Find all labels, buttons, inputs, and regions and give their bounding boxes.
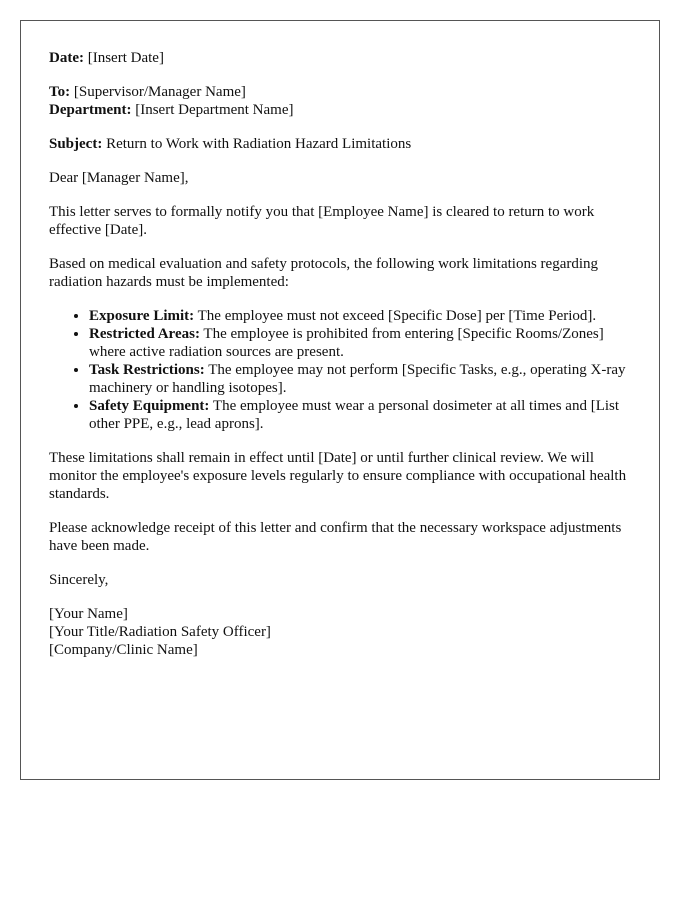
to-line xyxy=(49,83,631,101)
limitation-item-safety-equipment xyxy=(89,397,631,433)
limitation-text: The employee must not exceed [Specific Dose] per [Time Period]. xyxy=(197,308,597,324)
salutation: Dear [Manager Name], xyxy=(49,170,189,186)
closing: Sincerely, xyxy=(49,572,109,588)
department-label: Department: xyxy=(49,102,132,118)
date-label: Date: xyxy=(49,50,84,66)
limitations-intro: Based on medical evaluation and safety protocols, the following work limitations regarding radiation hazards must be implemented: xyxy=(49,256,599,290)
limitation-item-restricted-areas xyxy=(89,325,631,361)
intro-paragraph: This letter serves to formally notify you that [Employee Name] is cleared to return to work effective [Date]. xyxy=(49,204,595,238)
limitation-label: Restricted Areas: xyxy=(89,326,200,342)
signature-name: [Your Name] xyxy=(49,606,128,622)
limitation-text: The employee may not perform [Specific Tasks, e.g., operating X-ray machinery or handling isotopes]. xyxy=(89,362,626,396)
limitation-text: The employee must wear a personal dosimeter at all times and [List other PPE, e.g., lead aprons]. xyxy=(89,398,620,432)
subject-value: Return to Work with Radiation Hazard Limitations xyxy=(106,136,412,152)
letter xyxy=(20,20,660,780)
to-label: To: xyxy=(49,84,71,100)
department-line xyxy=(49,101,631,119)
subject-label: Subject: xyxy=(49,136,103,152)
duration-paragraph: These limitations shall remain in effect until [Date] or until further clinical review. We will monitor the employee's exposure levels regularly to ensure compliance with occupational health standards. xyxy=(49,450,627,502)
department-value: [Insert Department Name] xyxy=(135,102,294,118)
limitation-text: The employee is prohibited from entering [Specific Rooms/Zones] where active radiation sources are present. xyxy=(89,326,604,360)
limitation-label: Task Restrictions: xyxy=(89,362,205,378)
limitation-item-exposure xyxy=(89,307,631,325)
date-value: [Insert Date] xyxy=(87,50,164,66)
to-value: [Supervisor/Manager Name] xyxy=(73,84,246,100)
limitation-label: Exposure Limit: xyxy=(89,308,195,324)
signature-block xyxy=(49,605,631,659)
acknowledge-paragraph: Please acknowledge receipt of this letter and confirm that the necessary workspace adjustments have been made. xyxy=(49,520,622,554)
signature-company: [Company/Clinic Name] xyxy=(49,642,198,658)
signature-title: [Your Title/Radiation Safety Officer] xyxy=(49,624,271,640)
subject-line xyxy=(49,135,631,153)
date-line xyxy=(49,49,631,67)
limitation-label: Safety Equipment: xyxy=(89,398,210,414)
limitations-list xyxy=(49,307,631,433)
limitation-item-task-restrictions xyxy=(89,361,631,397)
